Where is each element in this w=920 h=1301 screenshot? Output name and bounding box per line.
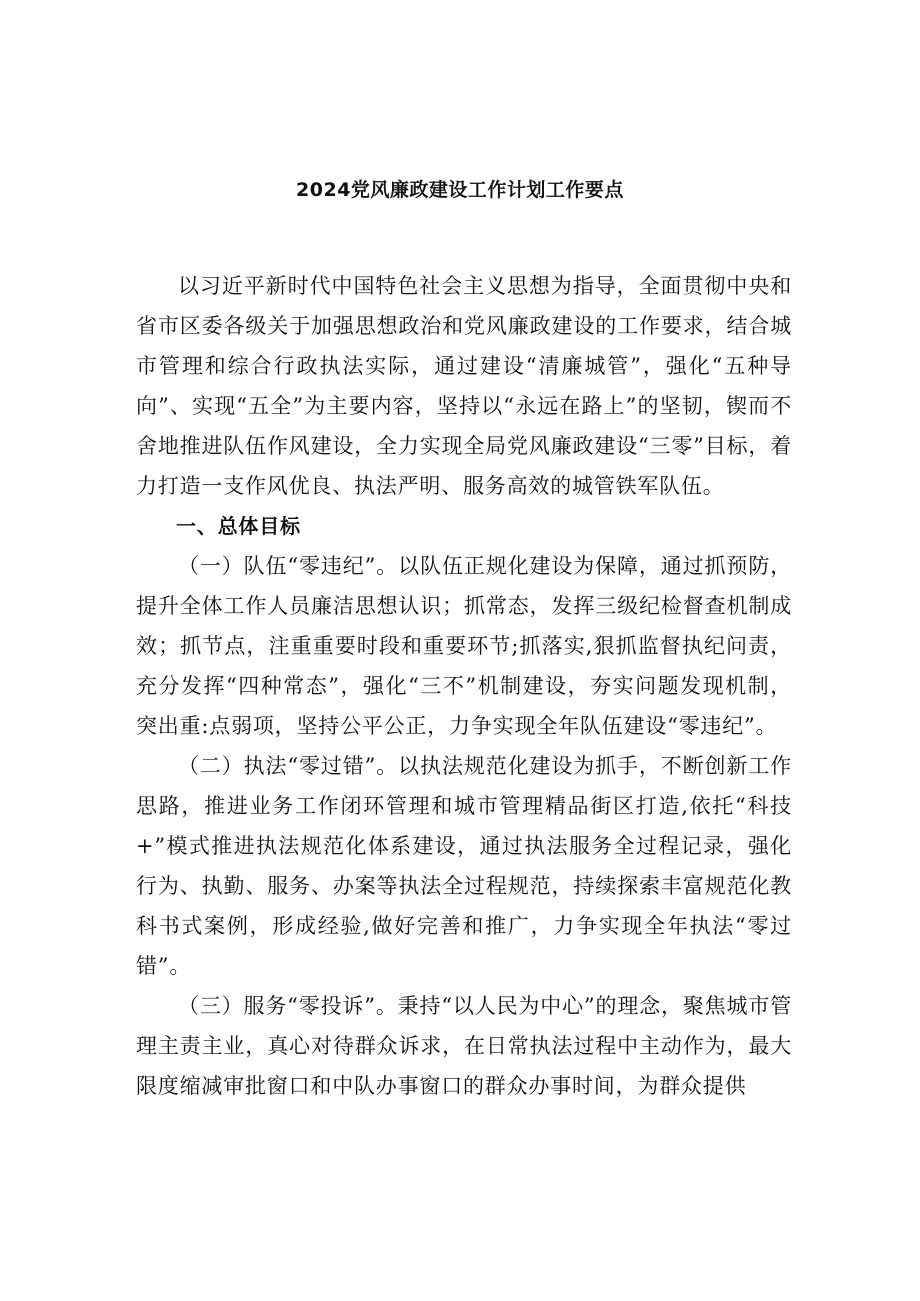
paragraph-team-zero-violation: （一）队伍“零违纪”。以队伍正规化建设为保障，通过抓预防，提升全体工作人员廉洁思想认识；抓常态，发挥三级纪检督查机制成效；抓节点，注重重要时段和重要环节;抓落实,狠抓监督执纪问责，充分发挥“四种常态”，强化“三不”机制建设，夯实问题发现机制，突出重:点弱项，坚持公平公正，力争实现全年队伍建设“零违纪”。 xyxy=(136,554,792,738)
intro-paragraph: 以习近平新时代中国特色社会主义思想为指导，全面贯彻中央和省市区委各级关于加强思想政治和党风廉政建设的工作要求，结合城市管理和综合行政执法实际，通过建设“清廉城管”，强化“五种导向”、实现“五全”为主要内容，坚持以“永远在路上”的坚韧，锲而不舍地推进队伍作风建设，全力实现全局党风廉政建设“三零”目标，着力打造一支作风优良、执法严明、服务高效的城管铁军队伍。 xyxy=(136,274,792,498)
document-body xyxy=(136,266,792,1106)
paragraph-enforcement-zero-error: （二）执法“零过错”。以执法规范化建设为抓手，不断创新工作思路，推进业务工作闭环管理和城市管理精品街区打造,依托“科技+”模式推进执法规范化体系建设，通过执法服务全过程记录，强化行为、执勤、服务、办案等执法全过程规范，持续探索丰富规范化教科书式案例，形成经验,做好完善和推广，力争实现全年执法“零过错”。 xyxy=(136,754,792,978)
section-heading-overall-goals: 一、总体目标 xyxy=(176,514,301,538)
paragraph-service-zero-complaint: （三）服务“零投诉”。秉持“以人民为中心”的理念，聚焦城市管理主责主业，真心对待群众诉求，在日常执法过程中主动作为，最大限度缩减审批窗口和中队办事窗口的群众办事时间，为群众提供 xyxy=(136,994,792,1098)
document-title: 2024党风廉政建设工作计划工作要点 xyxy=(296,179,624,201)
